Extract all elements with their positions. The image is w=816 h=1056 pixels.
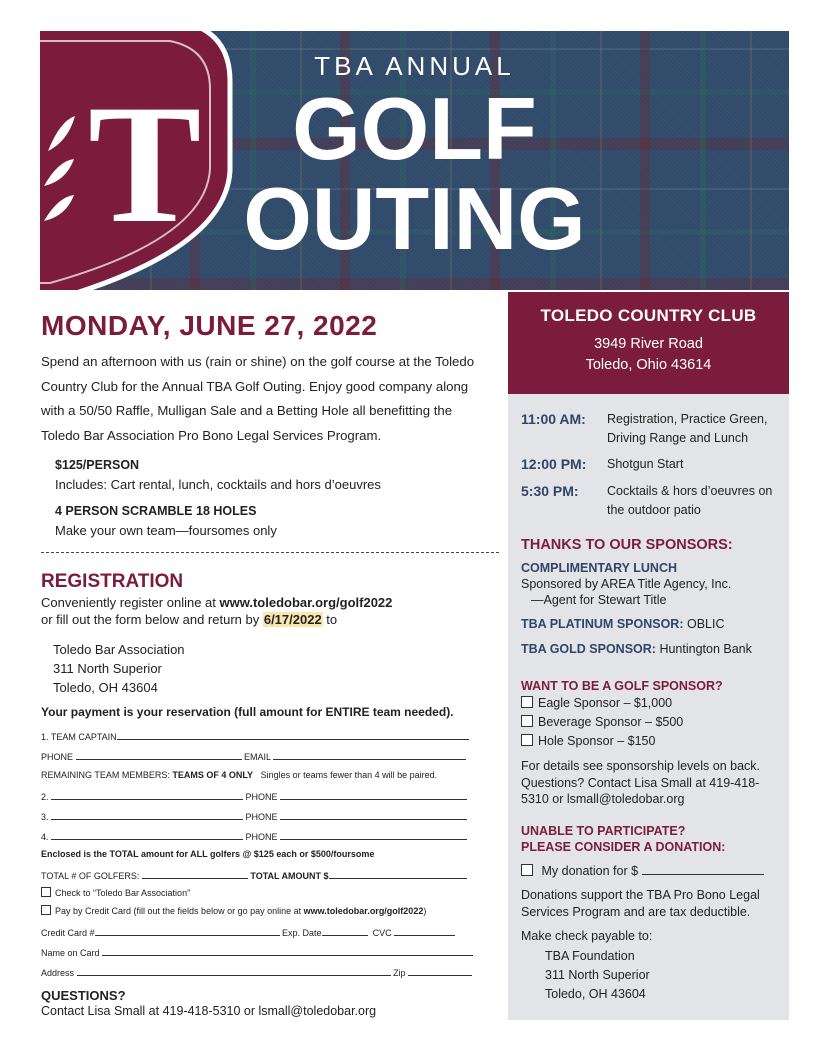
- check-payable-heading: Make check payable to:: [521, 929, 653, 943]
- schedule-time: 12:00 PM:: [521, 456, 587, 472]
- lunch-sponsor-agent: —Agent for Stewart Title: [531, 593, 667, 607]
- payment-note: Your payment is your reservation (full amount for ENTIRE team needed).: [41, 705, 454, 719]
- logo-letter: T: [88, 70, 202, 258]
- header-banner: [40, 31, 789, 290]
- team-captain-row: [41, 730, 469, 742]
- cvc-label: CVC: [372, 928, 392, 938]
- banner-subtitle: TBA ANNUAL: [314, 51, 515, 81]
- banner-title-outing: OUTING: [243, 169, 586, 268]
- team-captain-label: 1. TEAM CAPTAIN: [41, 732, 117, 742]
- deadline-date: 6/17/2022: [263, 612, 322, 627]
- scramble-heading: 4 PERSON SCRAMBLE 18 HOLES: [55, 504, 257, 518]
- return-address: [53, 640, 185, 697]
- venue-address-line: 3949 River Road: [594, 336, 703, 352]
- sponsor-level-label: Eagle Sponsor – $1,000: [538, 696, 673, 710]
- venue-name: TOLEDO COUNTRY CLUB: [540, 306, 757, 325]
- member-number: 3.: [41, 812, 49, 822]
- event-intro: Spend an afternoon with us (rain or shine) on the golf course at the Toledo Country Club for the Annual TBA Golf Outing. Enjoy good company along with a 50/50 Raffle, Mulligan Sale and a Betting Hole all benefitting the Toledo Bar Association Pro Bono Legal Services Program.: [41, 354, 475, 443]
- address-line: Toledo Bar Association: [53, 642, 185, 657]
- zip-label: Zip: [393, 968, 406, 978]
- totals-row: [41, 869, 467, 881]
- lunch-sponsor-heading: COMPLIMENTARY LUNCH: [521, 561, 678, 575]
- address-label: Address: [41, 968, 75, 978]
- credit-card-field[interactable]: [95, 926, 280, 936]
- address-line: 311 North Superior: [53, 661, 162, 676]
- donation-heading-line: UNABLE TO PARTICIPATE?: [521, 824, 686, 838]
- sponsor-level-checkbox[interactable]: [521, 715, 533, 727]
- billing-address-row: [41, 966, 472, 978]
- sponsor-level-option: [521, 715, 683, 729]
- registration-deadline-text: or fill out the form below and return by: [41, 612, 263, 627]
- cc-option-label: Pay by Credit Card (fill out the fields below or go pay online at: [55, 906, 304, 916]
- credit-card-row: [41, 926, 455, 938]
- become-sponsor-heading: WANT TO BE A GOLF SPONSOR?: [521, 679, 723, 693]
- schedule-desc: Cocktails & hors d’oeuvres on the outdoor patio: [607, 484, 773, 517]
- captain-phone-field[interactable]: [76, 750, 242, 760]
- banner-title-golf: GOLF: [292, 79, 537, 178]
- total-golfers-label: TOTAL # OF GOLFERS:: [41, 871, 140, 881]
- check-payment-checkbox[interactable]: [41, 887, 51, 897]
- donation-note: Donations support the TBA Pro Bono Legal Services Program and are tax deductible.: [521, 888, 760, 919]
- address-line: TBA Foundation: [545, 949, 635, 963]
- enclosed-note: Enclosed is the TOTAL amount for ALL golfers @ $125 each or $500/foursome: [41, 849, 375, 859]
- name-on-card-field[interactable]: [102, 946, 473, 956]
- member-name-field[interactable]: [51, 810, 243, 820]
- member-row: [41, 790, 467, 802]
- sponsor-details: For details see sponsorship levels on back. Questions? Contact Lisa Small at 419-418-5310 or lsmall@toledobar.org: [521, 759, 761, 806]
- phone-label: PHONE: [245, 832, 278, 842]
- address-line: 311 North Superior: [545, 968, 650, 982]
- dashed-divider: [41, 552, 499, 553]
- phone-label: PHONE: [245, 812, 278, 822]
- registration-online: [41, 595, 392, 610]
- sponsor-level-label: Beverage Sponsor – $500: [538, 715, 684, 729]
- questions-contact: Contact Lisa Small at 419-418-5310 or lsmall@toledobar.org: [41, 1004, 377, 1018]
- remaining-note: Singles or teams fewer than 4 will be paired.: [260, 770, 438, 780]
- cvc-field[interactable]: [394, 926, 455, 936]
- address-line: Toledo, OH 43604: [545, 987, 646, 1001]
- name-on-card-label: Name on Card: [41, 948, 100, 958]
- donation-heading: [521, 823, 725, 855]
- price-detail: Includes: Cart rental, lunch, cocktails and hors d’oeuvres: [55, 477, 381, 492]
- schedule-time: 5:30 PM:: [521, 483, 579, 499]
- remaining-label: REMAINING TEAM MEMBERS:: [41, 770, 170, 780]
- check-payable-address: [545, 947, 650, 1004]
- sponsor-level-option: [521, 734, 655, 748]
- member-phone-field[interactable]: [280, 830, 467, 840]
- venue-box: [508, 292, 789, 394]
- donation-checkbox[interactable]: [521, 864, 533, 876]
- gold-sponsor: [521, 642, 752, 656]
- donation-row: [521, 864, 764, 878]
- schedule-time: 11:00 AM:: [521, 411, 586, 427]
- gold-name: Huntington Bank: [659, 642, 752, 656]
- check-option-row: [41, 887, 190, 898]
- exp-date-label: Exp. Date: [282, 928, 322, 938]
- registration-heading: REGISTRATION: [41, 571, 184, 592]
- member-row: [41, 810, 467, 822]
- sponsor-level-checkbox[interactable]: [521, 696, 533, 708]
- member-name-field[interactable]: [51, 790, 243, 800]
- member-number: 2.: [41, 792, 49, 802]
- phone-label: PHONE: [41, 752, 74, 762]
- donation-heading-line: PLEASE CONSIDER A DONATION:: [521, 840, 726, 854]
- member-phone-field[interactable]: [280, 790, 467, 800]
- platinum-label: TBA PLATINUM SPONSOR:: [521, 617, 684, 631]
- teams-of-4-label: TEAMS OF 4 ONLY: [172, 770, 254, 780]
- member-number: 4.: [41, 832, 49, 842]
- cc-option-suffix: ): [423, 906, 427, 916]
- lunch-sponsor-name: Sponsored by AREA Title Agency, Inc.: [521, 577, 732, 591]
- registration-url-link[interactable]: www.toledobar.org/golf2022: [219, 595, 393, 610]
- schedule-desc: Shotgun Start: [607, 457, 684, 471]
- cc-option-url-link[interactable]: www.toledobar.org/golf2022: [303, 906, 424, 916]
- scramble-detail: Make your own team—foursomes only: [55, 523, 277, 538]
- total-amount-field[interactable]: [329, 869, 467, 879]
- questions-heading: QUESTIONS?: [41, 988, 126, 1003]
- member-name-field[interactable]: [51, 830, 243, 840]
- platinum-sponsor: [521, 617, 725, 631]
- phone-label: PHONE: [245, 792, 278, 802]
- exp-date-field[interactable]: [322, 926, 368, 936]
- platinum-name: OBLIC: [686, 617, 725, 631]
- captain-contact-row: [41, 750, 466, 762]
- donation-amount-field[interactable]: [642, 864, 764, 875]
- price-heading: $125/PERSON: [55, 458, 140, 472]
- venue-address-line: Toledo, Ohio 43614: [585, 357, 712, 373]
- check-option-label: Check to “Toledo Bar Association”: [55, 888, 191, 898]
- registration-deadline: [41, 612, 337, 627]
- schedule-desc: Registration, Practice Green, Driving Range and Lunch: [607, 412, 768, 445]
- zip-field[interactable]: [408, 966, 472, 976]
- email-label: EMAIL: [244, 752, 271, 762]
- member-phone-field[interactable]: [280, 810, 467, 820]
- registration-deadline-suffix: to: [322, 612, 338, 627]
- cc-option-row: [41, 905, 426, 916]
- remaining-members-row: [41, 770, 437, 780]
- sponsor-level-checkbox[interactable]: [521, 734, 533, 746]
- billing-address-field[interactable]: [77, 966, 391, 976]
- event-date: MONDAY, JUNE 27, 2022: [41, 310, 378, 341]
- total-golfers-field[interactable]: [142, 869, 248, 879]
- team-captain-field[interactable]: [117, 730, 469, 740]
- member-row: [41, 830, 467, 842]
- sponsors-heading: THANKS TO OUR SPONSORS:: [521, 537, 733, 553]
- total-amount-label: TOTAL AMOUNT $: [250, 871, 329, 881]
- name-on-card-row: [41, 946, 473, 958]
- sponsor-level-label: Hole Sponsor – $150: [538, 734, 656, 748]
- credit-card-checkbox[interactable]: [41, 905, 51, 915]
- credit-card-label: Credit Card #: [41, 928, 95, 938]
- address-line: Toledo, OH 43604: [53, 680, 158, 695]
- captain-email-field[interactable]: [273, 750, 466, 760]
- gold-label: TBA GOLD SPONSOR:: [521, 642, 656, 656]
- registration-online-text: Conveniently register online at: [41, 595, 220, 610]
- donation-label: My donation for $: [541, 864, 639, 878]
- sponsor-level-option: [521, 696, 672, 710]
